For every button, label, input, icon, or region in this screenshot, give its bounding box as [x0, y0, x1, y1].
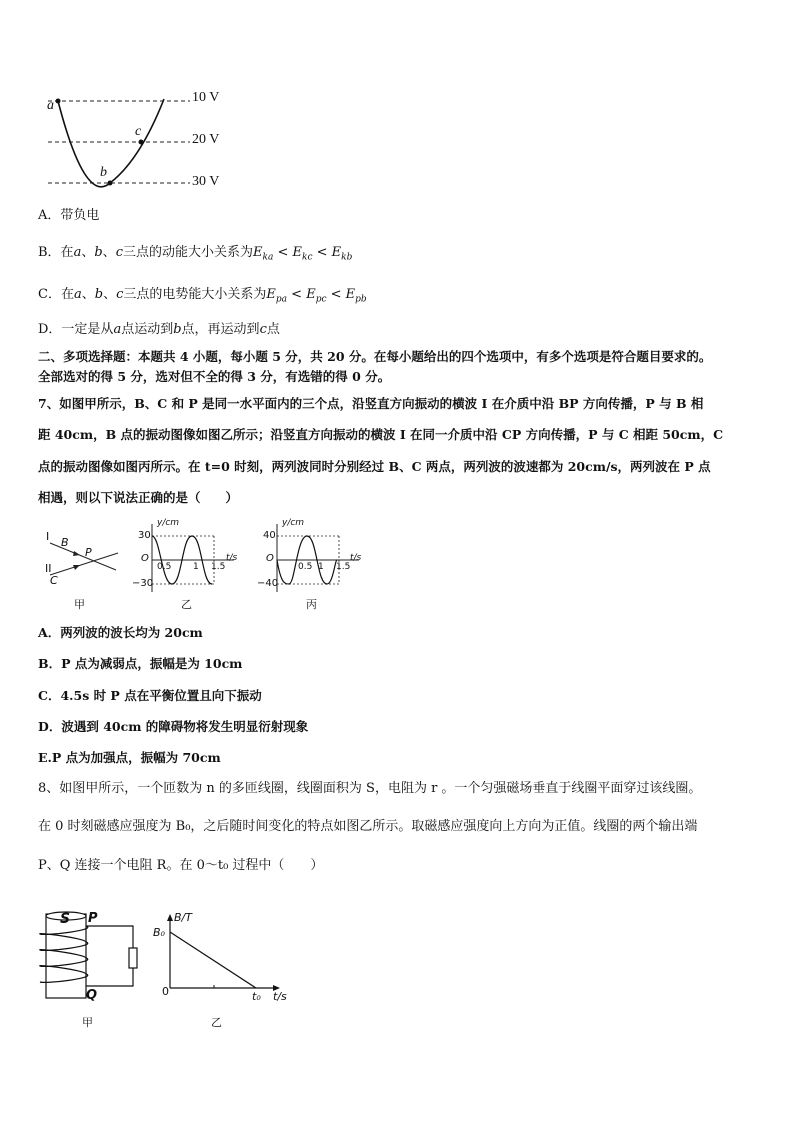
q7-jia-label-i: I	[46, 530, 50, 543]
q8-figure-yi	[150, 912, 300, 1002]
q6-d-end: 点	[266, 322, 280, 337]
q7-bing-xlabel: t/s	[350, 553, 362, 563]
q8-line2: 在 0 时刻磁感应强度为 B₀，之后随时间变化的特点如图乙所示。取磁感应强度向上方向为正值。线圈的两个输出端	[38, 819, 698, 834]
q7-yi-ylabel: y/cm	[157, 518, 180, 528]
q7-option-c: C．4.5s 时 P 点在平衡位置且向下振动	[38, 688, 262, 703]
q7-yi-xtick-05: 0.5	[157, 562, 172, 572]
q7-yi-caption: 乙	[181, 598, 192, 611]
q8-jia-label-s: S	[60, 911, 71, 927]
q7-line4: 相遇，则以下说法正确的是（ ）	[38, 490, 239, 505]
q6-option-c: C．在a、b、c三点的电势能大小关系为$E_{pa} < E_{pc} < E_{pb}$	[38, 287, 367, 305]
q7-option-b: B．P 点为减弱点，振幅是为 10cm	[38, 656, 243, 671]
q7-option-a: A．两列波的波长均为 20cm	[38, 625, 203, 640]
level-30v: 30 V	[192, 174, 220, 189]
q8-yi-caption: 乙	[211, 1016, 222, 1029]
q6-d-mid2: 点，再运动到	[181, 322, 260, 337]
q6-d-a: a	[113, 322, 122, 337]
q6-c-ep1: E	[266, 287, 276, 302]
q6-c-b: b	[94, 287, 104, 302]
q7-line3: 点的振动图像如图丙所示。在 t=0 时刻，两列波同时分别经过 B、C 两点，两列波的波速都为 20cm/s，两列波在 P 点	[38, 459, 711, 474]
q8-line3: P、Q 连接一个电阻 R。在 0～t₀ 过程中（ ）	[38, 858, 324, 873]
q6-b-sep2: 、	[102, 245, 116, 260]
q7-bing-ylabel: y/cm	[282, 518, 305, 528]
level-20v: 20 V	[192, 132, 220, 147]
q7-jia-caption: 甲	[74, 598, 85, 611]
point-a-label: a	[47, 98, 54, 113]
q6-c-c: c	[116, 287, 124, 302]
q7-jia-label-ii: II	[45, 562, 52, 575]
q7-line1: 7、如图甲所示，B、C 和 P 是同一水平面内的三个点，沿竖直方向振动的横波 I 在介质中沿 BP 方向传播，P 与 B 相	[38, 396, 704, 411]
q7-bing-origin: O	[266, 553, 274, 564]
q6-c-ep3: E	[345, 287, 356, 302]
q6-b-ek2: E	[292, 245, 302, 260]
q6-c-ep2: E	[306, 287, 316, 302]
q6-d-prefix: D．一定是从	[38, 322, 114, 337]
q7-jia-label-c: C	[50, 574, 58, 587]
q7-bing-xtick-1: 1	[318, 562, 324, 572]
q6-d-mid1: 点运动到	[121, 322, 174, 337]
q6-c-mid: 三点的电势能大小关系为	[123, 287, 267, 302]
q8-yi-xlabel: t/s	[273, 990, 287, 1003]
q7-yi-ytick-30: 30	[138, 530, 151, 541]
q7-jia-label-b: B	[61, 536, 69, 549]
q6-b-ek3: E	[331, 245, 342, 260]
q8-yi-t0: t₀	[252, 990, 261, 1003]
q7-yi-origin: O	[141, 553, 149, 564]
q6-option-b: B．在a、b、c三点的动能大小关系为$E_{ka} < E_{kc} < E_{kb}$	[38, 245, 353, 263]
q8-jia-label-q: Q	[86, 988, 98, 1003]
q6-b-ek1: E	[252, 245, 263, 260]
q7-yi-ytick-n30: −30	[132, 578, 154, 589]
q8-yi-origin: 0	[162, 985, 169, 998]
q6-d-c: c	[259, 322, 267, 337]
q7-option-e: E.P 点为加强点，振幅为 70cm	[38, 750, 221, 765]
q8-yi-b0: B₀	[153, 926, 165, 939]
q7-jia-label-p: P	[85, 546, 92, 559]
q7-bing-ytick-n40: −40	[257, 578, 279, 589]
section2-line2: 全部选对的得 5 分，选对但不全的得 3 分，有选错的得 0 分。	[38, 369, 391, 384]
q7-bing-xtick-05: 0.5	[298, 562, 313, 572]
q6-option-d	[38, 322, 280, 338]
level-10v: 10 V	[192, 90, 220, 105]
q6-c-prefix: C．在	[38, 287, 74, 302]
q8-jia-caption: 甲	[82, 1016, 93, 1029]
section2-line1: 二、多项选择题：本题共 4 小题，每小题 5 分，共 20 分。在每小题给出的四个选项中，有多个选项是符合题目要求的。	[38, 349, 712, 364]
q6-b-c: c	[115, 245, 123, 260]
q6-b-a: a	[73, 245, 82, 260]
q8-yi-ylabel: B/T	[174, 911, 192, 924]
q7-option-d: D．波遇到 40cm 的障碍物将发生明显衍射现象	[38, 719, 309, 734]
q6-c-sep1: 、	[81, 287, 95, 302]
q7-bing-ytick-40: 40	[263, 530, 276, 541]
q6-b-mid: 三点的动能大小关系为	[122, 245, 253, 260]
q7-line2: 距 40cm，B 点的振动图像如图乙所示；沿竖直方向振动的横波 I 在同一介质中沿 CP 方向传播，P 与 C 相距 50cm，C	[38, 427, 724, 442]
q6-b-b: b	[94, 245, 103, 260]
q6-c-a: a	[73, 287, 82, 302]
q7-bing-xtick-15: 1.5	[336, 562, 351, 572]
q7-bing-caption: 丙	[306, 598, 317, 611]
q8-line1: 8、如图甲所示，一个匝数为 n 的多匝线圈，线圈面积为 S，电阻为 r 。一个匀强磁场垂直于线圈平面穿过该线圈。	[38, 781, 702, 796]
q8-jia-label-p: P	[88, 911, 98, 926]
q6-b-sep1: 、	[81, 245, 95, 260]
q6-c-sep2: 、	[103, 287, 117, 302]
point-c-label: c	[135, 124, 142, 139]
q7-yi-xtick-15: 1.5	[211, 562, 226, 572]
q6-b-prefix: B．在	[38, 245, 74, 260]
q6-option-a: A．带负电	[38, 208, 100, 223]
q6-d-b: b	[173, 322, 182, 337]
point-b-label: b	[100, 165, 107, 180]
q7-yi-xlabel: t/s	[226, 553, 238, 563]
q7-yi-xtick-1: 1	[193, 562, 199, 572]
